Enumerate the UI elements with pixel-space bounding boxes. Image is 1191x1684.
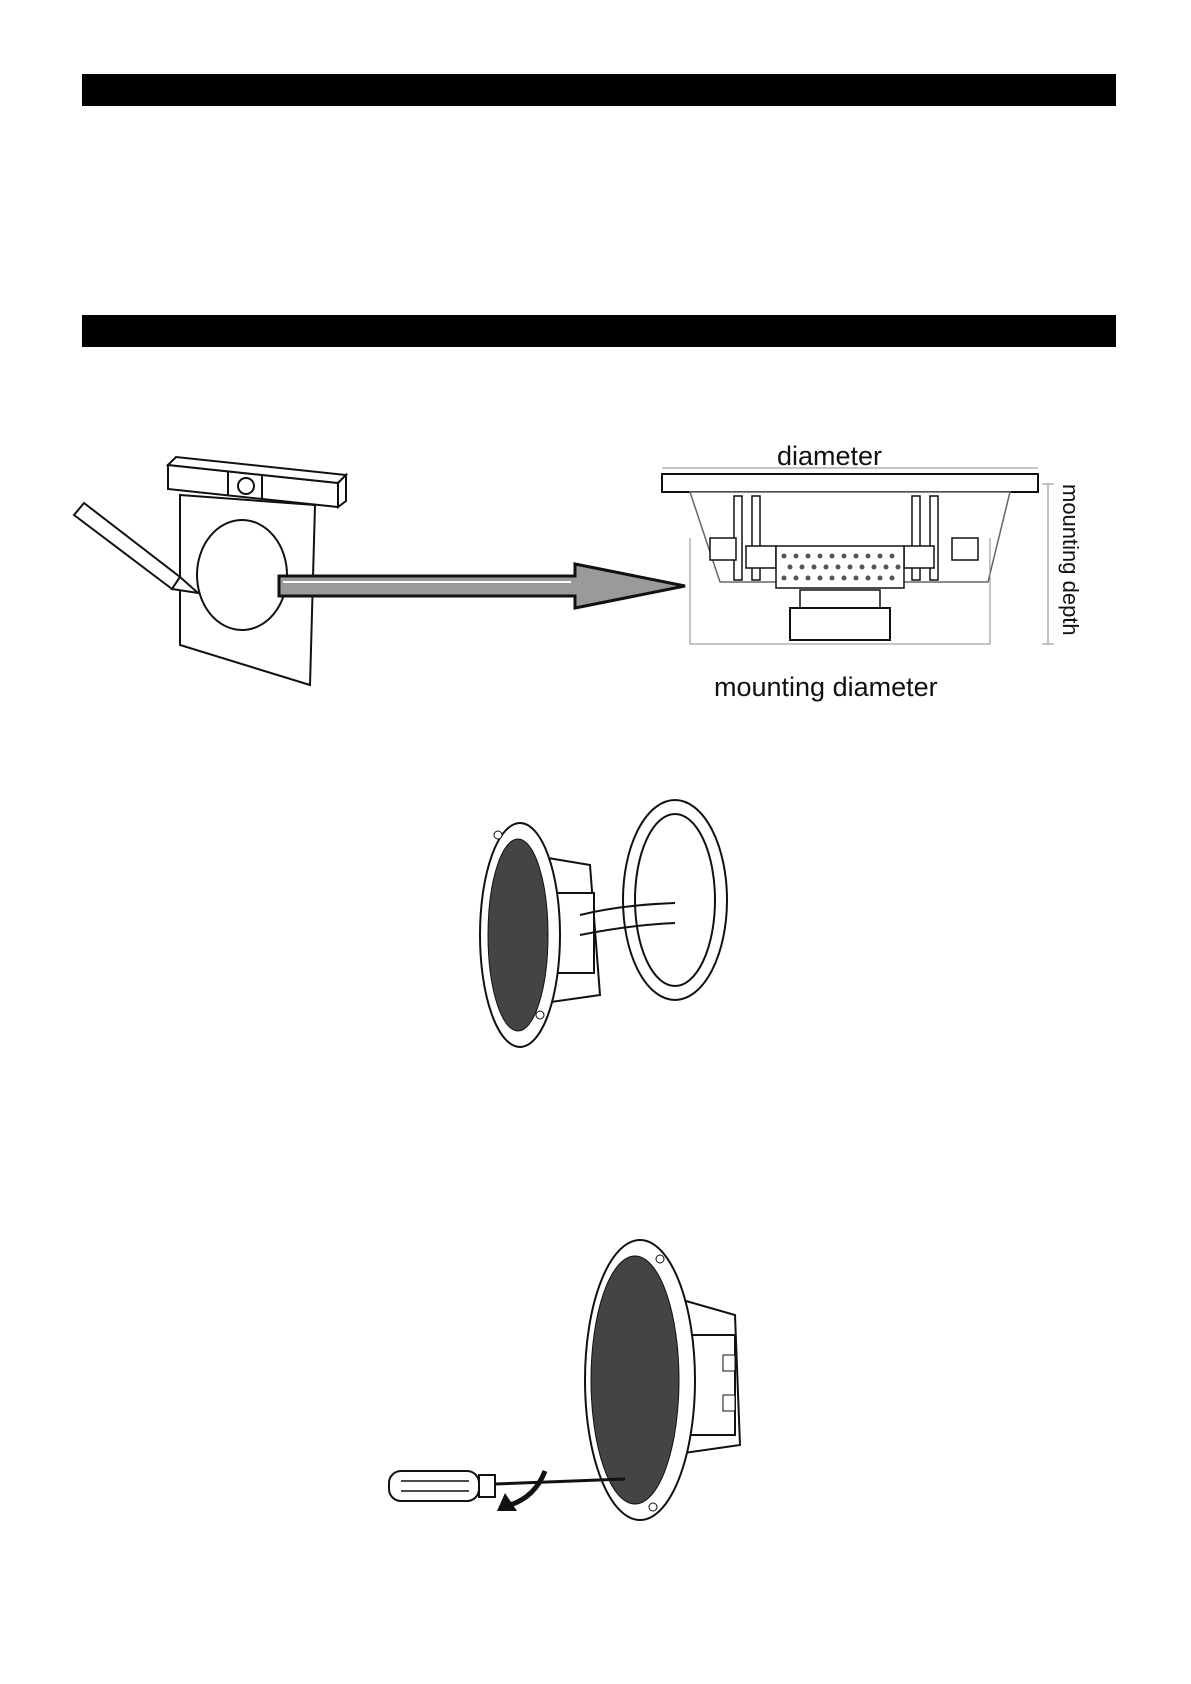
section-header-bar-1 bbox=[82, 74, 1116, 106]
mounting-diameter-label: mounting diameter bbox=[714, 672, 938, 702]
mounting-depth-label: mounting depth bbox=[1058, 484, 1083, 636]
speaker-grille-removal-illustration bbox=[385, 1235, 765, 1525]
speaker-dimensions-diagram bbox=[650, 440, 1120, 710]
diameter-label: diameter bbox=[777, 441, 883, 471]
speaker-with-mounting-ring-illustration bbox=[470, 795, 740, 1055]
section-header-bar-2 bbox=[82, 315, 1116, 347]
arrow-right-icon bbox=[275, 560, 695, 620]
